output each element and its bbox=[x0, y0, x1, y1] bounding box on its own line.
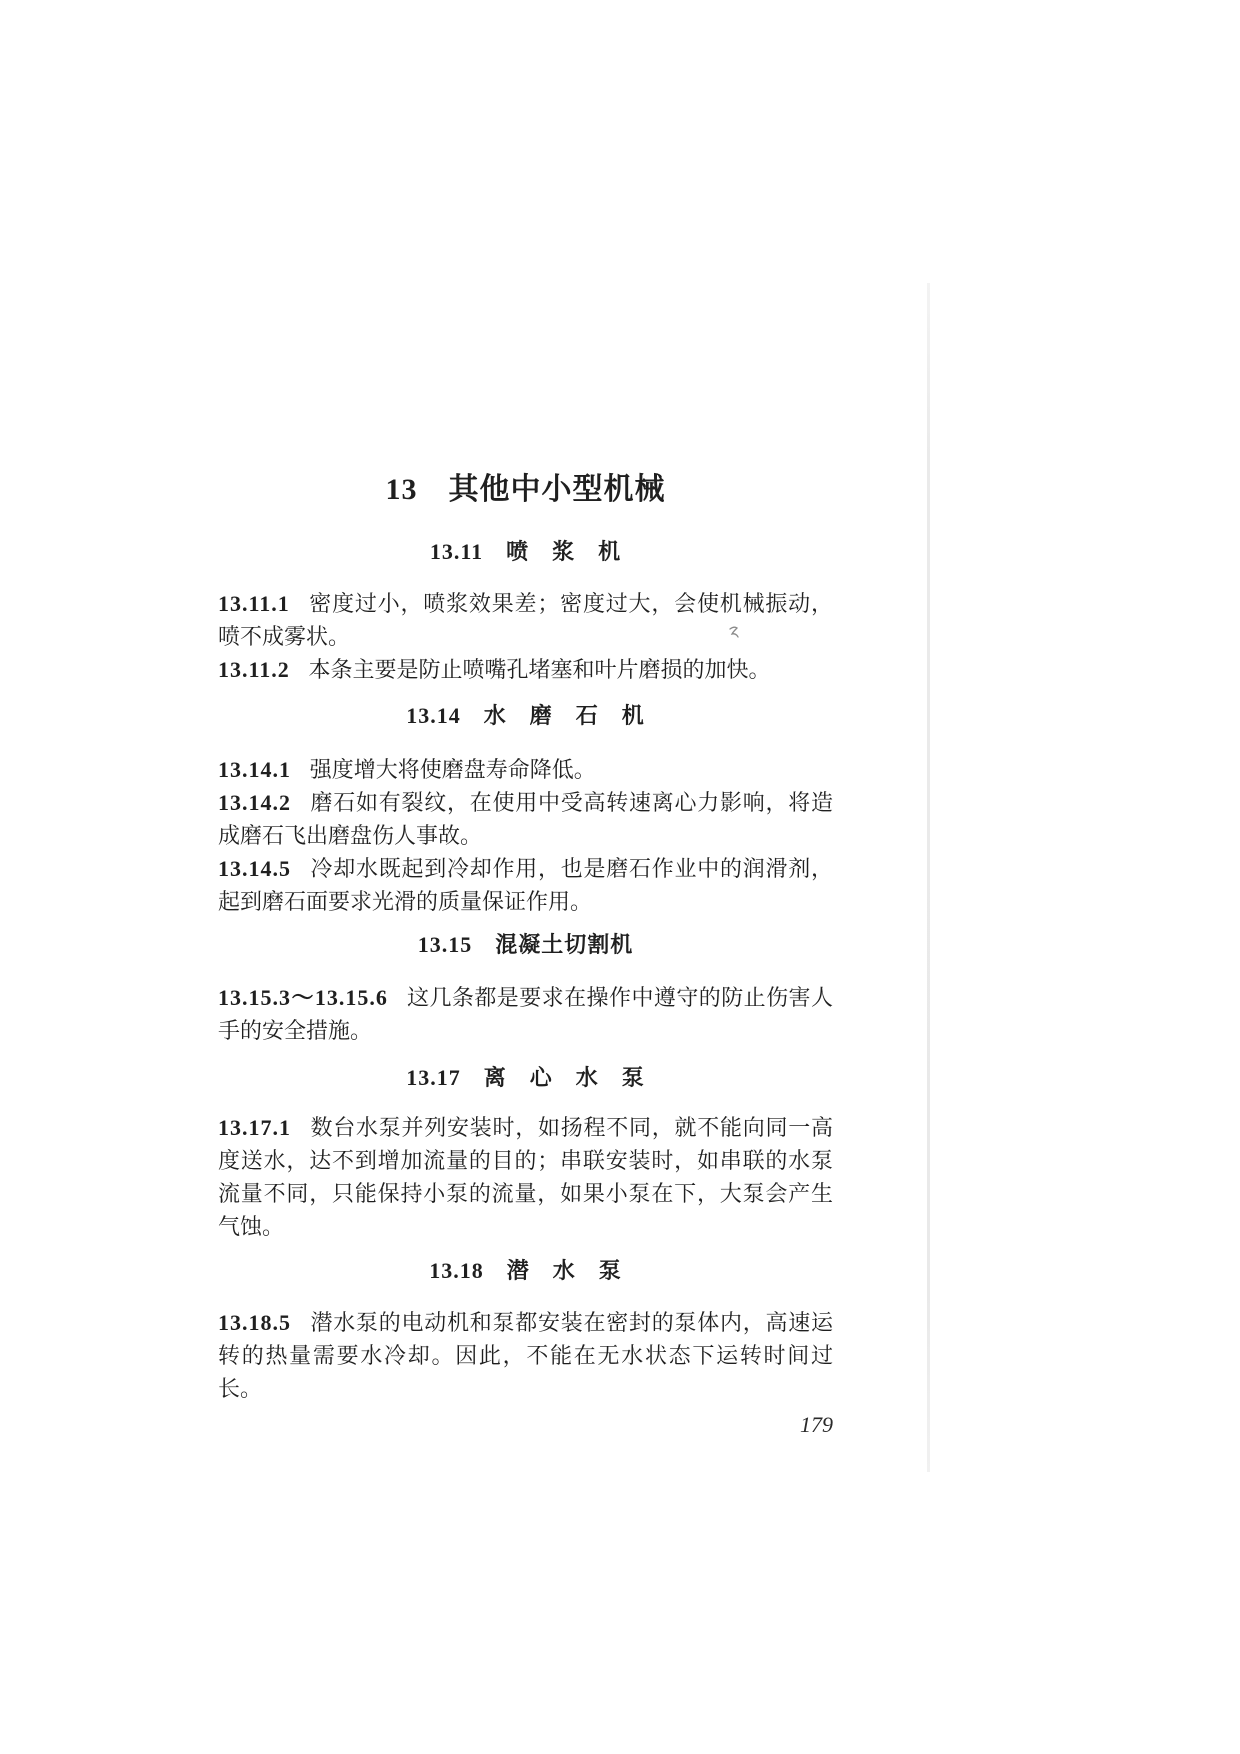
clause-paragraph bbox=[218, 1111, 833, 1243]
clause-number: 13.14.1 bbox=[218, 757, 291, 782]
section-heading-13-17: 13.17 离 心 水 泵 bbox=[406, 1065, 645, 1090]
clause-text: 冷却水既起到冷却作用，也是磨石作业中的润滑剂，起到磨石面要求光滑的质量保证作用。 bbox=[218, 856, 833, 914]
clause-number: 13.11.2 bbox=[218, 657, 290, 682]
scan-edge-line-artifact bbox=[927, 283, 930, 1472]
clause-text: 强度增大将使磨盘寿命降低。 bbox=[309, 757, 596, 782]
section-heading-13-11: 13.11 喷 浆 机 bbox=[429, 539, 622, 564]
page-content bbox=[218, 472, 833, 1438]
clause-paragraph bbox=[218, 786, 833, 852]
clause-paragraph bbox=[218, 653, 833, 686]
clause-text: 本条主要是防止喷嘴孔堵塞和叶片磨损的加快。 bbox=[308, 657, 771, 682]
clause-text: 这几条都是要求在操作中遵守的防止伤害人手的安全措施。 bbox=[218, 985, 833, 1043]
section-heading-13-18: 13.18 潜 水 泵 bbox=[429, 1258, 622, 1283]
chapter-title: 13 其他中小型机械 bbox=[385, 473, 666, 506]
page-number: 179 bbox=[800, 1412, 833, 1437]
clause-text: 数台水泵并列安装时，如扬程不同，就不能向同一高度送水，达不到增加流量的目的；串联安装时，如串联的水泵流量不同，只能保持小泵的流量，如果小泵在下，大泵会产生气蚀。 bbox=[218, 1115, 833, 1239]
clause-number: 13.18.5 bbox=[218, 1310, 291, 1335]
clause-paragraph bbox=[218, 1306, 833, 1405]
clause-text: 密度过小，喷浆效果差；密度过大，会使机械振动，喷不成雾状。 bbox=[218, 591, 833, 649]
clause-number: 13.14.5 bbox=[218, 856, 291, 881]
clause-paragraph bbox=[218, 852, 833, 918]
clause-text: 磨石如有裂纹，在使用中受高转速离心力影响，将造成磨石飞出磨盘伤人事故。 bbox=[218, 790, 833, 848]
section-heading-13-14: 13.14 水 磨 石 机 bbox=[406, 703, 645, 728]
clause-text: 潜水泵的电动机和泵都安装在密封的泵体内，高速运转的热量需要水冷却。因此，不能在无水状态下运转时间过长。 bbox=[218, 1310, 833, 1401]
clause-paragraph bbox=[218, 753, 833, 786]
clause-number: 13.11.1 bbox=[218, 591, 290, 616]
clause-number: 13.15.3～13.15.6 bbox=[218, 985, 388, 1010]
clause-number: 13.14.2 bbox=[218, 790, 291, 815]
clause-paragraph bbox=[218, 587, 833, 653]
section-heading-13-15: 13.15 混凝土切割机 bbox=[417, 932, 634, 957]
clause-number: 13.17.1 bbox=[218, 1115, 291, 1140]
clause-paragraph bbox=[218, 981, 833, 1047]
